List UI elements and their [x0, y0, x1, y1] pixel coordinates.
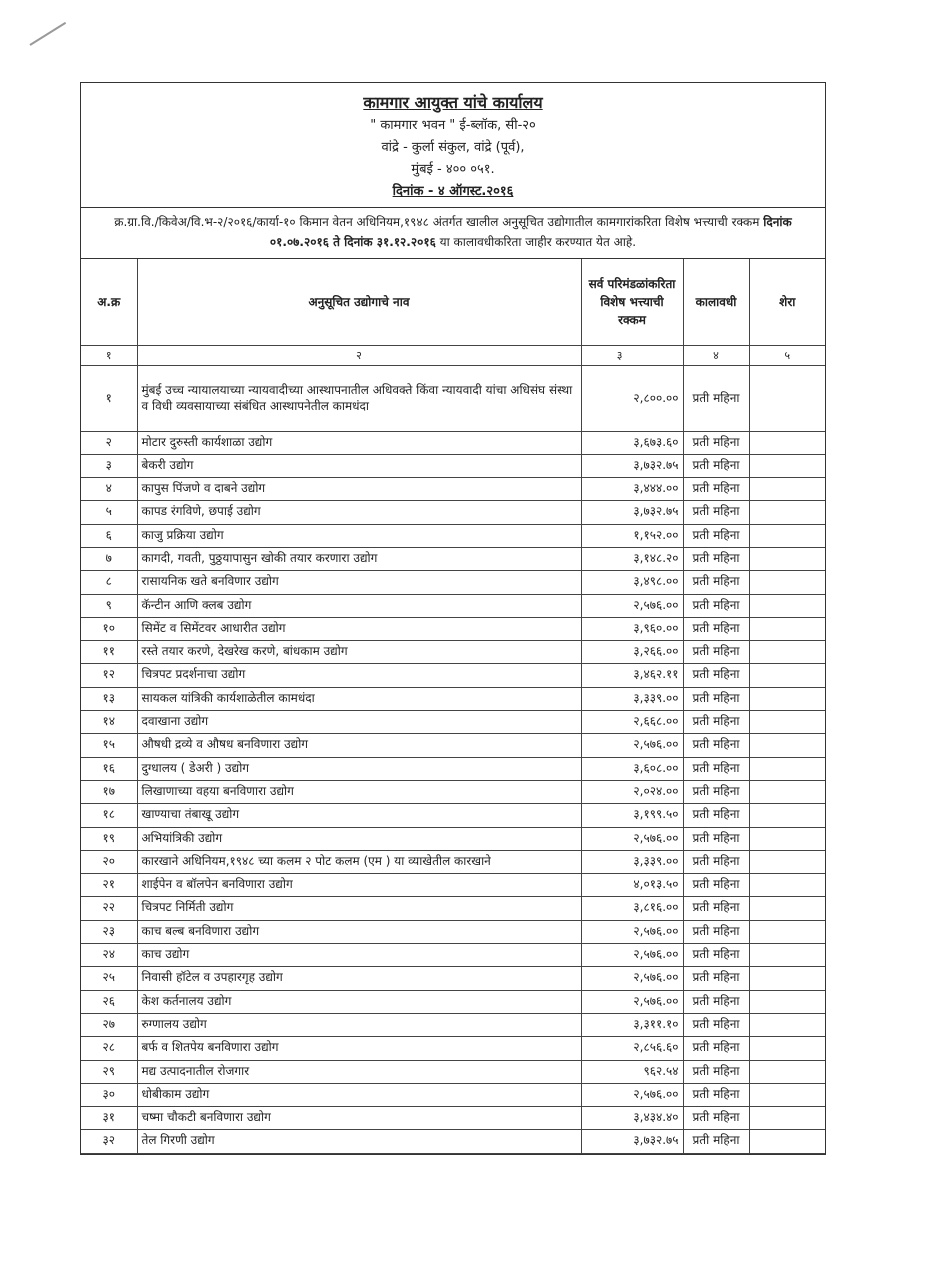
amount-cell: ३,४४४.००: [581, 478, 683, 501]
amount-cell: २,५७६.००: [581, 920, 683, 943]
amount-cell: २,८५६.६०: [581, 1037, 683, 1060]
serial-cell: २४: [81, 944, 137, 967]
notification-date: दिनांक - ४ ऑगस्ट.२०१६: [392, 184, 514, 199]
period-cell: प्रती महिना: [683, 804, 749, 827]
period-cell: प्रती महिना: [683, 431, 749, 454]
amount-cell: २,०२४.००: [581, 780, 683, 803]
table-row: [81, 617, 825, 640]
column-number: ४: [683, 345, 749, 365]
amount-cell: ३,१४८.२०: [581, 547, 683, 570]
period-cell: प्रती महिना: [683, 734, 749, 757]
header-amount: सर्व परिमंडळांकरिता विशेष भत्त्याची रक्कम: [581, 259, 683, 345]
period-cell: प्रती महिना: [683, 944, 749, 967]
address-line-3: मुंबई - ४०० ०५१.: [411, 162, 495, 177]
period-cell: प्रती महिना: [683, 757, 749, 780]
period-cell: प्रती महिना: [683, 780, 749, 803]
table-row: [81, 734, 825, 757]
table-row: [81, 478, 825, 501]
table-row: [81, 594, 825, 617]
table-row: [81, 920, 825, 943]
remarks-cell: [749, 641, 825, 664]
serial-cell: २८: [81, 1037, 137, 1060]
remarks-cell: [749, 365, 825, 431]
period-cell: प्रती महिना: [683, 454, 749, 477]
serial-cell: ४: [81, 478, 137, 501]
column-number: ५: [749, 345, 825, 365]
table-row: [81, 641, 825, 664]
notification-document: [80, 82, 826, 1155]
table-row: [81, 1107, 825, 1130]
remarks-cell: [749, 524, 825, 547]
remarks-cell: [749, 944, 825, 967]
remarks-cell: [749, 850, 825, 873]
industry-name-cell: औषधी द्रव्ये व औषध बनविणारा उद्योग: [137, 734, 581, 757]
column-number: ३: [581, 345, 683, 365]
remarks-cell: [749, 780, 825, 803]
period-cell: प्रती महिना: [683, 641, 749, 664]
industry-name-cell: मोटार दुरुस्ती कार्यशाळा उद्योग: [137, 431, 581, 454]
period-cell: प्रती महिना: [683, 990, 749, 1013]
industry-name-cell: मुंबई उच्च न्यायालयाच्या न्यायवादीच्या आस्थापनातील अधिवक्ते किंवा न्यायवादी यांचा अधिसंघ संस्था व विधी व्यवसायाच्या संबंधित आस्थापनेतील कामधंदा: [137, 365, 581, 431]
serial-cell: २: [81, 431, 137, 454]
header-industry-name: अनुसूचित उद्योगाचे नाव: [137, 259, 581, 345]
remarks-cell: [749, 594, 825, 617]
remarks-cell: [749, 734, 825, 757]
period-cell: प्रती महिना: [683, 547, 749, 570]
amount-cell: १,१५२.००: [581, 524, 683, 547]
table-row: [81, 944, 825, 967]
serial-cell: १३: [81, 687, 137, 710]
column-number-row: [81, 345, 825, 365]
office-title: कामगार आयुक्त यांचे कार्यालय: [363, 93, 543, 112]
industry-name-cell: कापुस पिंजणे व दाबने उद्योग: [137, 478, 581, 501]
table-row: [81, 827, 825, 850]
remarks-cell: [749, 501, 825, 524]
table-row: [81, 664, 825, 687]
table-row: [81, 967, 825, 990]
industry-name-cell: सायकल यांत्रिकी कार्यशाळेतील कामधंदा: [137, 687, 581, 710]
industry-name-cell: सिमेंट व सिमेंटवर आधारीत उद्योग: [137, 617, 581, 640]
table-row: [81, 757, 825, 780]
industry-name-cell: लिखाणाच्या वहया बनविणारा उद्योग: [137, 780, 581, 803]
industry-name-cell: बर्फ व शितपेय बनविणारा उद्योग: [137, 1037, 581, 1060]
remarks-cell: [749, 687, 825, 710]
serial-cell: ५: [81, 501, 137, 524]
remarks-cell: [749, 804, 825, 827]
remarks-cell: [749, 827, 825, 850]
column-number: १: [81, 345, 137, 365]
period-cell: प्रती महिना: [683, 920, 749, 943]
amount-cell: ३,३३९.००: [581, 687, 683, 710]
serial-cell: ११: [81, 641, 137, 664]
amount-cell: ३,४९८.००: [581, 571, 683, 594]
table-row: [81, 454, 825, 477]
serial-cell: १२: [81, 664, 137, 687]
table-row: [81, 780, 825, 803]
industry-name-cell: रासायनिक खते बनविणार उद्योग: [137, 571, 581, 594]
serial-cell: ६: [81, 524, 137, 547]
industry-name-cell: निवासी हॉटेल व उपहारगृह उद्योग: [137, 967, 581, 990]
industry-name-cell: दवाखाना उद्योग: [137, 711, 581, 734]
remarks-cell: [749, 547, 825, 570]
amount-cell: ३,२६६.००: [581, 641, 683, 664]
amount-cell: ३,४६२.११: [581, 664, 683, 687]
table-row: [81, 1083, 825, 1106]
remarks-cell: [749, 874, 825, 897]
amount-cell: २,६६८.००: [581, 711, 683, 734]
remarks-cell: [749, 431, 825, 454]
table-row: [81, 990, 825, 1013]
industry-name-cell: कॅन्टीन आणि क्लब उद्योग: [137, 594, 581, 617]
period-cell: प्रती महिना: [683, 1107, 749, 1130]
serial-cell: २६: [81, 990, 137, 1013]
amount-cell: २,५७६.००: [581, 734, 683, 757]
allowance-table: [81, 259, 825, 1154]
remarks-cell: [749, 571, 825, 594]
remarks-cell: [749, 920, 825, 943]
serial-cell: ३२: [81, 1130, 137, 1153]
table-row: [81, 687, 825, 710]
period-cell: प्रती महिना: [683, 478, 749, 501]
serial-cell: २१: [81, 874, 137, 897]
intro-text-2: या कालावधीकरिता जाहीर करण्यात येत आहे.: [435, 235, 637, 249]
remarks-cell: [749, 454, 825, 477]
amount-cell: ३,९६०.००: [581, 617, 683, 640]
remarks-cell: [749, 478, 825, 501]
industry-name-cell: बेकरी उद्योग: [137, 454, 581, 477]
table-row: [81, 501, 825, 524]
period-cell: प्रती महिना: [683, 1083, 749, 1106]
period-cell: प्रती महिना: [683, 571, 749, 594]
industry-name-cell: कागदी, गवती, पुठ्ठयापासुन खोकी तयार करणारा उद्योग: [137, 547, 581, 570]
amount-cell: ४,०१३.५०: [581, 874, 683, 897]
address-line-2: वांद्रे - कुर्ला संकुल, वांद्रे (पूर्व),: [381, 140, 525, 155]
remarks-cell: [749, 1107, 825, 1130]
industry-name-cell: शाईपेन व बॉलपेन बनविणारा उद्योग: [137, 874, 581, 897]
period-cell: प्रती महिना: [683, 827, 749, 850]
serial-cell: २०: [81, 850, 137, 873]
industry-name-cell: तेल गिरणी उद्योग: [137, 1130, 581, 1153]
period-cell: प्रती महिना: [683, 1013, 749, 1036]
industry-name-cell: काच उद्योग: [137, 944, 581, 967]
amount-cell: ३,७३२.७५: [581, 1130, 683, 1153]
amount-cell: ९६२.५४: [581, 1060, 683, 1083]
intro-text-1: क्र.ग्रा.वि./किवेअ/वि.भ-२/२०१६/कार्या-१० किमान वेतन अधिनियम,१९४८ अंतर्गत खालील अनुसूचित उद्योगातील कामगारांकरिता विशेष भत्त्याची रक्कम: [114, 215, 764, 229]
serial-cell: ३: [81, 454, 137, 477]
industry-name-cell: कापड रंगविणे, छपाई उद्योग: [137, 501, 581, 524]
industry-name-cell: रुग्णालय उद्योग: [137, 1013, 581, 1036]
industry-name-cell: केश कर्तनालय उद्योग: [137, 990, 581, 1013]
industry-name-cell: चित्रपट निर्मिती उद्योग: [137, 897, 581, 920]
period-cell: प्रती महिना: [683, 687, 749, 710]
amount-cell: २,८००.००: [581, 365, 683, 431]
header-serial: अ.क्र: [81, 259, 137, 345]
period-cell: प्रती महिना: [683, 365, 749, 431]
amount-cell: २,५७६.००: [581, 944, 683, 967]
remarks-cell: [749, 1083, 825, 1106]
amount-cell: ३,७३२.७५: [581, 501, 683, 524]
amount-cell: २,५७६.००: [581, 594, 683, 617]
industry-name-cell: चष्मा चौकटी बनविणारा उद्योग: [137, 1107, 581, 1130]
serial-cell: २९: [81, 1060, 137, 1083]
period-cell: प्रती महिना: [683, 874, 749, 897]
header-remarks: शेरा: [749, 259, 825, 345]
remarks-cell: [749, 1013, 825, 1036]
serial-cell: १५: [81, 734, 137, 757]
serial-cell: ८: [81, 571, 137, 594]
industry-name-cell: खाण्याचा तंबाखू उद्योग: [137, 804, 581, 827]
remarks-cell: [749, 617, 825, 640]
table-header-row: [81, 259, 825, 345]
table-row: [81, 365, 825, 431]
period-cell: प्रती महिना: [683, 967, 749, 990]
period-cell: प्रती महिना: [683, 711, 749, 734]
period-cell: प्रती महिना: [683, 664, 749, 687]
serial-cell: १७: [81, 780, 137, 803]
serial-cell: २५: [81, 967, 137, 990]
serial-cell: २७: [81, 1013, 137, 1036]
industry-name-cell: चित्रपट प्रदर्शनाचा उद्योग: [137, 664, 581, 687]
period-cell: प्रती महिना: [683, 897, 749, 920]
remarks-cell: [749, 897, 825, 920]
period-cell: प्रती महिना: [683, 1130, 749, 1153]
remarks-cell: [749, 711, 825, 734]
remarks-cell: [749, 1060, 825, 1083]
address-line-1: " कामगार भवन " ई-ब्लॉक, सी-२०: [370, 118, 536, 133]
amount-cell: २,५७६.००: [581, 1083, 683, 1106]
office-header: [81, 83, 825, 208]
table-row: [81, 897, 825, 920]
amount-cell: २,५७६.००: [581, 990, 683, 1013]
period-cell: प्रती महिना: [683, 850, 749, 873]
industry-name-cell: मद्य उत्पादनातील रोजगार: [137, 1060, 581, 1083]
serial-cell: १९: [81, 827, 137, 850]
table-row: [81, 547, 825, 570]
remarks-cell: [749, 967, 825, 990]
intro-period-bold: दिनांक ०१.०७.२०१६ ते दिनांक ३१.१२.२०१६: [269, 215, 792, 249]
industry-name-cell: रस्ते तयार करणे, देखरेख करणे, बांधकाम उद्योग: [137, 641, 581, 664]
serial-cell: २३: [81, 920, 137, 943]
serial-cell: २२: [81, 897, 137, 920]
amount-cell: ३,३११.१०: [581, 1013, 683, 1036]
industry-name-cell: कारखाने अधिनियम,१९४८ च्या कलम २ पोट कलम (एम ) या व्याखेतील कारखाने: [137, 850, 581, 873]
serial-cell: ७: [81, 547, 137, 570]
amount-cell: ३,३३९.००: [581, 850, 683, 873]
amount-cell: ३,७३२.७५: [581, 454, 683, 477]
table-row: [81, 571, 825, 594]
table-row: [81, 1060, 825, 1083]
serial-cell: १: [81, 365, 137, 431]
period-cell: प्रती महिना: [683, 524, 749, 547]
remarks-cell: [749, 1130, 825, 1153]
remarks-cell: [749, 990, 825, 1013]
table-row: [81, 1130, 825, 1153]
industry-name-cell: काच बल्ब बनविणारा उद्योग: [137, 920, 581, 943]
serial-cell: १६: [81, 757, 137, 780]
period-cell: प्रती महिना: [683, 1060, 749, 1083]
remarks-cell: [749, 664, 825, 687]
table-row: [81, 1013, 825, 1036]
industry-name-cell: अभियांत्रिकी उद्योग: [137, 827, 581, 850]
serial-cell: ३१: [81, 1107, 137, 1130]
intro-paragraph: [81, 208, 825, 259]
period-cell: प्रती महिना: [683, 1037, 749, 1060]
amount-cell: ३,४३४.४०: [581, 1107, 683, 1130]
industry-name-cell: काजु प्रक्रिया उद्योग: [137, 524, 581, 547]
amount-cell: ३,१९९.५०: [581, 804, 683, 827]
table-row: [81, 711, 825, 734]
table-body: [81, 365, 825, 1153]
amount-cell: ३,६७३.६०: [581, 431, 683, 454]
remarks-cell: [749, 1037, 825, 1060]
serial-cell: १०: [81, 617, 137, 640]
serial-cell: १८: [81, 804, 137, 827]
remarks-cell: [749, 757, 825, 780]
table-row: [81, 1037, 825, 1060]
period-cell: प्रती महिना: [683, 501, 749, 524]
amount-cell: २,५७६.००: [581, 967, 683, 990]
pen-mark: [29, 22, 66, 46]
industry-name-cell: धोबीकाम उद्योग: [137, 1083, 581, 1106]
period-cell: प्रती महिना: [683, 594, 749, 617]
table-row: [81, 431, 825, 454]
serial-cell: ३०: [81, 1083, 137, 1106]
serial-cell: १४: [81, 711, 137, 734]
table-row: [81, 524, 825, 547]
column-number: २: [137, 345, 581, 365]
serial-cell: ९: [81, 594, 137, 617]
industry-name-cell: दुग्धालय ( डेअरी ) उद्योग: [137, 757, 581, 780]
header-period: कालावधी: [683, 259, 749, 345]
amount-cell: ३,८१६.००: [581, 897, 683, 920]
table-row: [81, 874, 825, 897]
period-cell: प्रती महिना: [683, 617, 749, 640]
amount-cell: २,५७६.००: [581, 827, 683, 850]
table-row: [81, 850, 825, 873]
amount-cell: ३,६०८.००: [581, 757, 683, 780]
table-row: [81, 804, 825, 827]
